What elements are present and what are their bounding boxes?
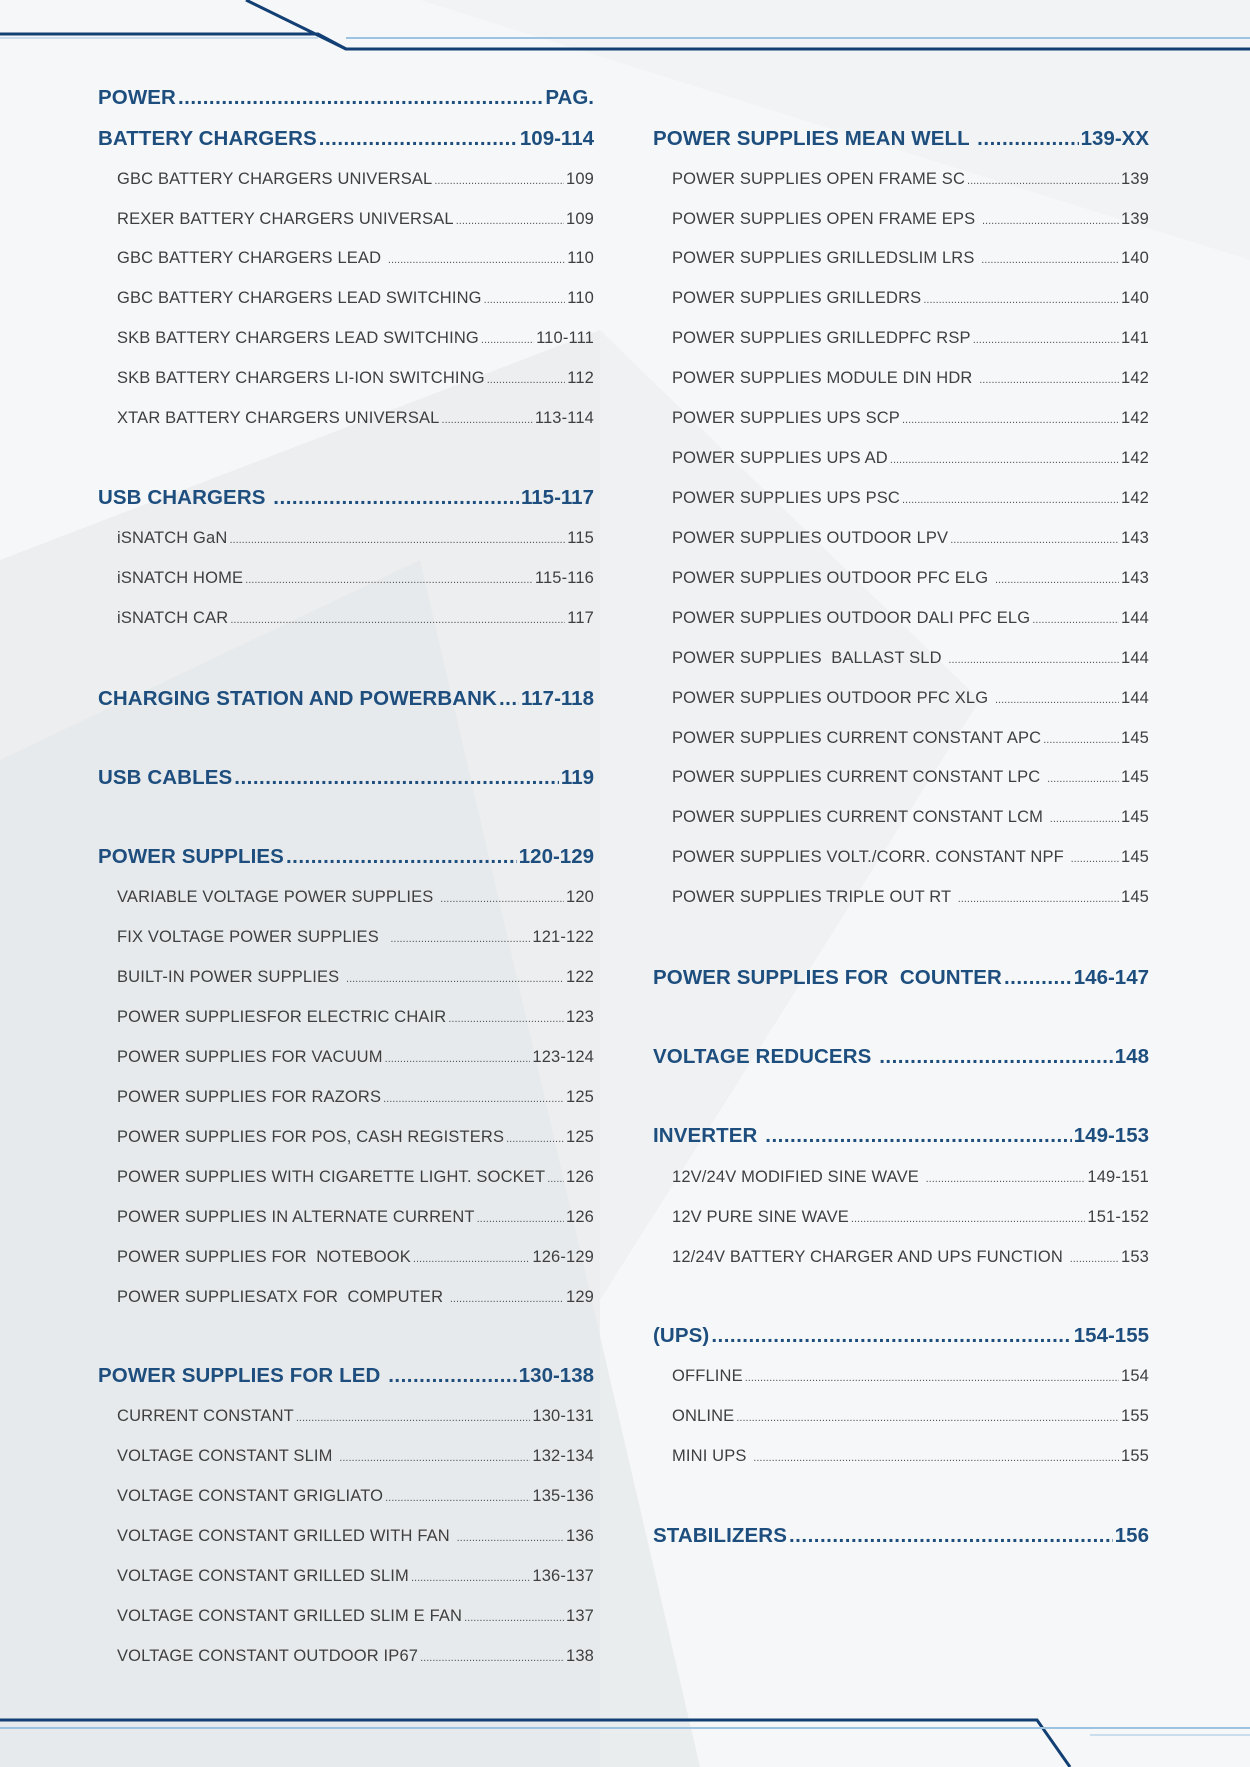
toc-page-number: 144 bbox=[1121, 649, 1149, 667]
toc-label: POWER SUPPLIES TRIPLE OUT RT bbox=[672, 888, 956, 906]
toc-page-number: 123-124 bbox=[532, 1048, 594, 1066]
toc-page-number: 110 bbox=[567, 249, 594, 267]
toc-label: iSNATCH CAR bbox=[117, 609, 229, 627]
toc-label: STABILIZERS bbox=[653, 1524, 787, 1547]
toc-entry-power-supplies-ups-scp bbox=[653, 409, 1149, 431]
toc-entry-power-supplies-open-frame-sc bbox=[653, 170, 1149, 192]
toc-label: POWER SUPPLIES FOR POS, CASH REGISTERS bbox=[117, 1128, 505, 1146]
toc-entry-power-supplies-current-constant-lcm bbox=[653, 808, 1149, 830]
toc-entry-power-supplies-for-vacuum bbox=[98, 1048, 594, 1070]
dot-leader bbox=[420, 1652, 564, 1664]
toc-page-number: 142 bbox=[1121, 369, 1149, 387]
toc-page-number: 125 bbox=[566, 1128, 594, 1146]
dot-leader bbox=[1050, 813, 1119, 825]
toc-label: 12/24V BATTERY CHARGER AND UPS FUNCTION bbox=[672, 1248, 1068, 1266]
toc-label: MINI UPS bbox=[672, 1447, 752, 1465]
toc-page-number: 129 bbox=[566, 1288, 594, 1306]
toc-page-number: 139-XX bbox=[1080, 127, 1149, 150]
toc-page-number: 121-122 bbox=[532, 928, 594, 946]
dot-leader bbox=[229, 534, 565, 546]
toc-entry-mini-ups bbox=[653, 1447, 1149, 1469]
toc-entry-voltage-constant-grilled-slim bbox=[98, 1567, 594, 1589]
dot-leader bbox=[1070, 1253, 1119, 1265]
toc-label: FIX VOLTAGE POWER SUPPLIES bbox=[117, 928, 389, 946]
toc-entry-power-supplies-module-din-hdr bbox=[653, 369, 1149, 391]
dot-leader bbox=[879, 1045, 1113, 1069]
toc-entry-gbc-battery-chargers-lead bbox=[98, 249, 594, 271]
dot-leader bbox=[481, 334, 534, 346]
toc-label: GBC BATTERY CHARGERS UNIVERSAL bbox=[117, 170, 433, 188]
toc-page-number: 144 bbox=[1121, 609, 1149, 627]
toc-label: POWER SUPPLIES OPEN FRAME SC bbox=[672, 170, 966, 188]
dot-leader bbox=[178, 86, 543, 110]
toc-label: POWER SUPPLIES GRILLEDRS bbox=[672, 289, 922, 307]
toc-page-number: 154 bbox=[1121, 1367, 1149, 1385]
toc-label: OFFLINE bbox=[672, 1367, 743, 1385]
toc-label: POWER SUPPLIES UPS SCP bbox=[672, 409, 900, 427]
dot-leader bbox=[948, 654, 1119, 666]
toc-page-number: 117-118 bbox=[521, 687, 594, 710]
toc-entry-power-suppliesatx-for-computer bbox=[98, 1288, 594, 1310]
dot-leader bbox=[477, 1213, 564, 1225]
toc-page-number: 130-131 bbox=[532, 1407, 594, 1425]
dot-leader bbox=[442, 414, 533, 426]
toc-entry-power-supplies-in-alternate-current bbox=[98, 1208, 594, 1230]
dot-leader bbox=[753, 1452, 1119, 1464]
toc-label: POWER SUPPLIES GRILLEDPFC RSP bbox=[672, 329, 971, 347]
toc-entry-power-supplies-for-razors bbox=[98, 1088, 594, 1110]
toc-entry-12v-pure-sine-wave bbox=[653, 1208, 1149, 1230]
toc-label: USB CABLES bbox=[98, 766, 233, 789]
dot-leader bbox=[981, 254, 1119, 266]
toc-label: XTAR BATTERY CHARGERS UNIVERSAL bbox=[117, 409, 440, 427]
toc-label: REXER BATTERY CHARGERS UNIVERSAL bbox=[117, 210, 454, 228]
dot-leader bbox=[923, 294, 1119, 306]
toc-page-number: 126 bbox=[566, 1168, 594, 1186]
dot-leader bbox=[958, 893, 1119, 905]
dot-leader bbox=[967, 175, 1119, 187]
toc-entry-voltage-constant-outdoor-ip67 bbox=[98, 1647, 594, 1669]
toc-page-number: 146-147 bbox=[1073, 966, 1149, 989]
toc-entry-current-constant bbox=[98, 1407, 594, 1429]
toc-label: ONLINE bbox=[672, 1407, 735, 1425]
toc-entry-skb-battery-chargers-li-ion-switching bbox=[98, 369, 594, 391]
dot-leader bbox=[487, 374, 566, 386]
dot-leader bbox=[339, 1452, 530, 1464]
toc-label: GBC BATTERY CHARGERS LEAD SWITCHING bbox=[117, 289, 482, 307]
toc-label: iSNATCH GaN bbox=[117, 529, 228, 547]
toc-page-number: 136-137 bbox=[532, 1567, 594, 1585]
dot-leader bbox=[448, 1013, 564, 1025]
toc-label: POWER SUPPLIES IN ALTERNATE CURRENT bbox=[117, 1208, 475, 1226]
toc-entry-power-suppliesfor-electric-chair bbox=[98, 1008, 594, 1030]
toc-page-number: 115 bbox=[567, 529, 594, 547]
toc-page-number: 149-153 bbox=[1073, 1124, 1149, 1147]
dot-leader bbox=[499, 687, 519, 711]
toc-label: POWER bbox=[98, 86, 176, 109]
toc-page-number: 115-117 bbox=[521, 486, 594, 509]
toc-label: POWER SUPPLIES FOR NOTEBOOK bbox=[117, 1248, 411, 1266]
toc-entry-variable-voltage-power-supplies bbox=[98, 888, 594, 910]
toc-section-inverter bbox=[653, 1124, 1149, 1150]
toc-entry-power-supplies-ballast-sld bbox=[653, 649, 1149, 671]
dot-leader bbox=[950, 534, 1119, 546]
toc-label: POWER SUPPLIES MODULE DIN HDR bbox=[672, 369, 978, 387]
toc-entry-gbc-battery-chargers-lead-switching bbox=[98, 289, 594, 311]
toc-page-number: 149-151 bbox=[1087, 1168, 1149, 1186]
toc-section-power-supplies bbox=[98, 845, 594, 871]
toc-page-number: 117 bbox=[567, 609, 594, 627]
toc-entry-voltage-constant-grilled-with-fan bbox=[98, 1527, 594, 1549]
toc-entry-power-supplies-ups-psc bbox=[653, 489, 1149, 511]
toc-page-number: 148 bbox=[1114, 1045, 1149, 1068]
toc-page-number: 115-116 bbox=[534, 569, 594, 587]
toc-entry-offline bbox=[653, 1367, 1149, 1389]
dot-leader bbox=[440, 893, 564, 905]
dot-leader bbox=[995, 574, 1119, 586]
dot-leader bbox=[286, 845, 517, 869]
toc-page-number: 145 bbox=[1121, 768, 1149, 786]
dot-leader bbox=[1004, 966, 1072, 990]
toc-label: POWER SUPPLIESATX FOR COMPUTER bbox=[117, 1288, 448, 1306]
dot-leader bbox=[1071, 853, 1119, 865]
toc-label: POWER SUPPLIES FOR LED bbox=[98, 1364, 387, 1387]
dot-leader bbox=[977, 127, 1078, 151]
toc-label: CHARGING STATION AND POWERBANK bbox=[98, 687, 497, 710]
dot-leader bbox=[385, 1492, 530, 1504]
toc-label: VOLTAGE CONSTANT SLIM bbox=[117, 1447, 338, 1465]
toc-label: VOLTAGE CONSTANT OUTDOOR IP67 bbox=[117, 1647, 419, 1665]
toc-entry-gbc-battery-chargers-universal bbox=[98, 170, 594, 192]
toc-entry-fix-voltage-power-supplies bbox=[98, 928, 594, 950]
toc-page-number: 143 bbox=[1121, 529, 1149, 547]
toc-entry-12-24v-battery-charger-and-ups-function bbox=[653, 1248, 1149, 1270]
toc-page-number: 155 bbox=[1121, 1447, 1149, 1465]
toc-page-number: 140 bbox=[1121, 289, 1149, 307]
toc-label: 12V PURE SINE WAVE bbox=[672, 1208, 849, 1226]
toc-label: POWER SUPPLIES OUTDOOR LPV bbox=[672, 529, 949, 547]
dot-leader bbox=[245, 574, 533, 586]
dot-leader bbox=[346, 973, 564, 985]
toc-label: POWER SUPPLIES OPEN FRAME EPS bbox=[672, 210, 980, 228]
toc-section-stabilizers bbox=[653, 1524, 1149, 1550]
toc-label: POWER SUPPLIES MEAN WELL bbox=[653, 127, 976, 150]
toc-page-number: 126-129 bbox=[532, 1248, 594, 1266]
toc-page-number: 109 bbox=[566, 170, 594, 188]
toc-page-number: 123 bbox=[566, 1008, 594, 1026]
toc-page-number: 138 bbox=[566, 1647, 594, 1665]
toc-page-number: 143 bbox=[1121, 569, 1149, 587]
dot-leader bbox=[506, 1133, 564, 1145]
toc-entry-power-supplies-grilledslim-lrs bbox=[653, 249, 1149, 271]
dot-leader bbox=[902, 494, 1119, 506]
toc-label: POWER SUPPLIES FOR RAZORS bbox=[117, 1088, 382, 1106]
toc-label: POWER SUPPLIES FOR COUNTER bbox=[653, 966, 1002, 989]
toc-section-power-supplies-for-counter bbox=[653, 966, 1149, 992]
toc-page-number: PAG. bbox=[545, 86, 594, 109]
toc-page-number: 155 bbox=[1121, 1407, 1149, 1425]
toc-entry-power-supplies-triple-out-rt bbox=[653, 888, 1149, 910]
dot-leader bbox=[890, 454, 1119, 466]
dot-leader bbox=[319, 127, 518, 151]
dot-leader bbox=[234, 766, 559, 790]
dot-leader bbox=[547, 1173, 564, 1185]
toc-entry-voltage-constant-slim bbox=[98, 1447, 594, 1469]
toc-page-number: 141 bbox=[1121, 329, 1149, 347]
toc-page-number: 110 bbox=[567, 289, 594, 307]
toc-section-power bbox=[98, 86, 594, 112]
toc-entry-power-supplies-current-constant-lpc bbox=[653, 768, 1149, 790]
dot-leader bbox=[1047, 773, 1119, 785]
toc-section-voltage-reducers bbox=[653, 1045, 1149, 1071]
toc-page-number: 135-136 bbox=[532, 1487, 594, 1505]
toc-label: BATTERY CHARGERS bbox=[98, 127, 317, 150]
toc-page-number: 110-111 bbox=[536, 329, 594, 347]
dot-leader bbox=[456, 215, 564, 227]
toc-label: VOLTAGE CONSTANT GRIGLIATO bbox=[117, 1487, 384, 1505]
dot-leader bbox=[388, 1364, 517, 1388]
dot-leader bbox=[745, 1372, 1119, 1384]
dot-leader bbox=[982, 215, 1119, 227]
toc-page-number: 136 bbox=[566, 1527, 594, 1545]
toc-section-charging-station-and-powerbank bbox=[98, 687, 594, 713]
toc-section-usb-chargers bbox=[98, 486, 594, 512]
toc-label: SKB BATTERY CHARGERS LI-ION SWITCHING bbox=[117, 369, 485, 387]
dot-leader bbox=[464, 1612, 564, 1624]
toc-section-usb-cables bbox=[98, 766, 594, 792]
toc-section-power-supplies-for-led bbox=[98, 1364, 594, 1390]
dot-leader bbox=[457, 1532, 564, 1544]
dot-leader bbox=[789, 1524, 1113, 1548]
dot-leader bbox=[296, 1412, 531, 1424]
toc-label: VOLTAGE REDUCERS bbox=[653, 1045, 878, 1068]
toc-page-number: 113-114 bbox=[534, 409, 594, 427]
toc-label: POWER SUPPLIES CURRENT CONSTANT APC bbox=[672, 729, 1042, 747]
toc-label: POWER SUPPLIES UPS AD bbox=[672, 449, 888, 467]
dot-leader bbox=[851, 1213, 1085, 1225]
dot-leader bbox=[411, 1572, 530, 1584]
toc-page-number: 109 bbox=[566, 210, 594, 228]
toc-page-number: 151-152 bbox=[1087, 1208, 1149, 1226]
toc-entry-power-supplies-for-notebook bbox=[98, 1248, 594, 1270]
dot-leader bbox=[388, 254, 565, 266]
toc-page-number: 153 bbox=[1121, 1248, 1149, 1266]
toc-page-number: 142 bbox=[1121, 409, 1149, 427]
toc-entry-power-supplies-ups-ad bbox=[653, 449, 1149, 471]
toc-label: VOLTAGE CONSTANT GRILLED SLIM bbox=[117, 1567, 409, 1585]
dot-leader bbox=[926, 1173, 1086, 1185]
toc-entry-power-supplies-outdoor-pfc-elg bbox=[653, 569, 1149, 591]
toc-section-battery-chargers bbox=[98, 127, 594, 153]
toc-page-number: 144 bbox=[1121, 689, 1149, 707]
toc-section-ups bbox=[653, 1324, 1149, 1350]
toc-page-number: 120 bbox=[566, 888, 594, 906]
toc-label: GBC BATTERY CHARGERS LEAD bbox=[117, 249, 386, 267]
dot-leader bbox=[484, 294, 566, 306]
toc-page-number: 145 bbox=[1121, 888, 1149, 906]
toc-page-number: 145 bbox=[1121, 848, 1149, 866]
toc-label: POWER SUPPLIES OUTDOOR PFC ELG bbox=[672, 569, 993, 587]
dot-leader bbox=[979, 374, 1119, 386]
toc-page-number: 156 bbox=[1114, 1524, 1149, 1547]
toc-page-number: 126 bbox=[566, 1208, 594, 1226]
toc-page-number: 145 bbox=[1121, 729, 1149, 747]
toc-label: VOLTAGE CONSTANT GRILLED WITH FAN bbox=[117, 1527, 455, 1545]
toc-label: BUILT-IN POWER SUPPLIES bbox=[117, 968, 345, 986]
toc-label: POWER SUPPLIES OUTDOOR PFC XLG bbox=[672, 689, 993, 707]
toc-entry-12v-24v-modified-sine-wave bbox=[653, 1168, 1149, 1190]
toc-label: POWER SUPPLIES bbox=[98, 845, 284, 868]
toc-entry-power-supplies-outdoor-pfc-xlg bbox=[653, 689, 1149, 711]
toc-entry-power-supplies-outdoor-dali-pfc-elg bbox=[653, 609, 1149, 631]
toc-entry-power-supplies-grilledpfc-rsp bbox=[653, 329, 1149, 351]
toc-label: iSNATCH HOME bbox=[117, 569, 244, 587]
toc-page-number: 109-114 bbox=[519, 127, 594, 150]
toc-entry-isnatch-car bbox=[98, 609, 594, 631]
toc-entry-power-supplies-open-frame-eps bbox=[653, 210, 1149, 232]
toc-label: POWER SUPPLIES FOR VACUUM bbox=[117, 1048, 383, 1066]
toc-label: POWER SUPPLIES UPS PSC bbox=[672, 489, 900, 507]
toc-label: VARIABLE VOLTAGE POWER SUPPLIES bbox=[117, 888, 439, 906]
toc-entry-power-supplies-volt-corr-constant-npf bbox=[653, 848, 1149, 870]
toc-page-number: 122 bbox=[566, 968, 594, 986]
toc-page-number: 119 bbox=[560, 766, 594, 789]
dot-leader bbox=[902, 414, 1119, 426]
toc-entry-power-supplies-for-pos-cash-registers bbox=[98, 1128, 594, 1150]
toc-entry-rexer-battery-chargers-universal bbox=[98, 210, 594, 232]
dot-leader bbox=[385, 1053, 531, 1065]
toc-section-power-supplies-mean-well bbox=[653, 127, 1149, 153]
toc-label: CURRENT CONSTANT bbox=[117, 1407, 294, 1425]
dot-leader bbox=[390, 933, 530, 945]
toc-page-number: 154-155 bbox=[1073, 1324, 1149, 1347]
dot-leader bbox=[973, 334, 1119, 346]
toc-page-number: 137 bbox=[566, 1607, 594, 1625]
dot-leader bbox=[413, 1253, 530, 1265]
dot-leader bbox=[765, 1124, 1072, 1148]
dot-leader bbox=[1032, 614, 1119, 626]
toc-page-number: 139 bbox=[1121, 170, 1149, 188]
toc-entry-power-supplies-current-constant-apc bbox=[653, 729, 1149, 751]
toc-entry-xtar-battery-chargers-universal bbox=[98, 409, 594, 431]
toc-entry-power-supplies-outdoor-lpv bbox=[653, 529, 1149, 551]
toc-label: POWER SUPPLIES GRILLEDSLIM LRS bbox=[672, 249, 980, 267]
toc-label: POWER SUPPLIESFOR ELECTRIC CHAIR bbox=[117, 1008, 447, 1026]
dot-leader bbox=[995, 694, 1119, 706]
dot-leader bbox=[450, 1293, 564, 1305]
dot-leader bbox=[434, 175, 564, 187]
toc-entry-voltage-constant-grigliato bbox=[98, 1487, 594, 1509]
toc-label: USB CHARGERS bbox=[98, 486, 272, 509]
toc-label: VOLTAGE CONSTANT GRILLED SLIM E FAN bbox=[117, 1607, 463, 1625]
toc-page-number: 140 bbox=[1121, 249, 1149, 267]
toc-label: POWER SUPPLIES WITH CIGARETTE LIGHT. SOCKET bbox=[117, 1168, 546, 1186]
toc-page-number: 139 bbox=[1121, 210, 1149, 228]
toc-label: INVERTER bbox=[653, 1124, 764, 1147]
toc-page-number: 120-129 bbox=[518, 845, 594, 868]
toc-label: (UPS) bbox=[653, 1324, 710, 1347]
toc-page-number: 142 bbox=[1121, 449, 1149, 467]
dot-leader bbox=[736, 1412, 1119, 1424]
toc-label: 12V/24V MODIFIED SINE WAVE bbox=[672, 1168, 924, 1186]
toc-page-number: 125 bbox=[566, 1088, 594, 1106]
dot-leader bbox=[1043, 734, 1119, 746]
toc-entry-voltage-constant-grilled-slim-e-fan bbox=[98, 1607, 594, 1629]
toc-entry-built-in-power-supplies bbox=[98, 968, 594, 990]
toc-page-number: 132-134 bbox=[532, 1447, 594, 1465]
toc-label: POWER SUPPLIES OUTDOOR DALI PFC ELG bbox=[672, 609, 1031, 627]
toc-label: SKB BATTERY CHARGERS LEAD SWITCHING bbox=[117, 329, 479, 347]
toc-page-number: 112 bbox=[567, 369, 594, 387]
toc-page-number: 142 bbox=[1121, 489, 1149, 507]
toc-entry-isnatch-gan bbox=[98, 529, 594, 551]
toc-page-number: 145 bbox=[1121, 808, 1149, 826]
dot-leader bbox=[230, 614, 565, 626]
dot-leader bbox=[711, 1324, 1071, 1348]
toc-entry-isnatch-home bbox=[98, 569, 594, 591]
toc-label: POWER SUPPLIES CURRENT CONSTANT LCM bbox=[672, 808, 1048, 826]
toc-label: POWER SUPPLIES BALLAST SLD bbox=[672, 649, 947, 667]
dot-leader bbox=[383, 1093, 564, 1105]
toc-entry-online bbox=[653, 1407, 1149, 1429]
toc-label: POWER SUPPLIES CURRENT CONSTANT LPC bbox=[672, 768, 1046, 786]
dot-leader bbox=[273, 486, 519, 510]
toc-entry-skb-battery-chargers-lead-switching bbox=[98, 329, 594, 351]
toc-entry-power-supplies-with-cigarette-light-socket bbox=[98, 1168, 594, 1190]
toc-page-number: 130-138 bbox=[518, 1364, 594, 1387]
toc-entry-power-supplies-grilledrs bbox=[653, 289, 1149, 311]
toc-label: POWER SUPPLIES VOLT./CORR. CONSTANT NPF bbox=[672, 848, 1069, 866]
